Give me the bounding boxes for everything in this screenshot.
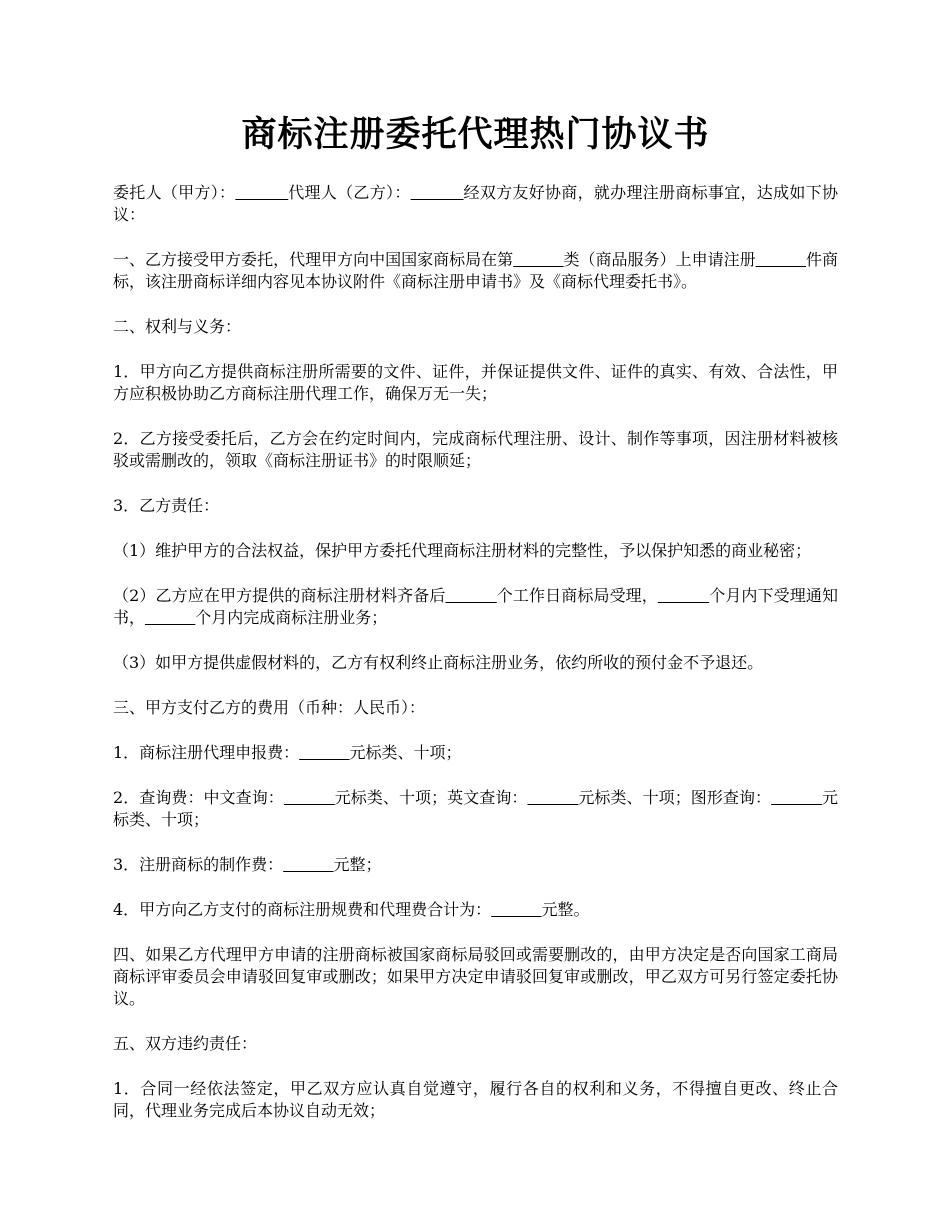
paragraph-text: 三、甲方支付乙方的费用（币种：人民币）： bbox=[113, 698, 426, 717]
document-body bbox=[113, 182, 838, 1122]
paragraph-text: 元标类、十项； bbox=[113, 788, 838, 829]
paragraph-p01 bbox=[113, 182, 838, 226]
fill-in-blank[interactable] bbox=[756, 250, 806, 269]
paragraph-text: 经双方友好协商，就办理注册商标事宜，达成如下协议： bbox=[113, 183, 838, 224]
paragraph-text: 个工作日商标局受理， bbox=[496, 586, 658, 605]
paragraph-p03 bbox=[113, 316, 838, 338]
fill-in-blank[interactable] bbox=[491, 900, 541, 919]
paragraph-text: 2．查询费：中文查询： bbox=[113, 788, 284, 807]
paragraph-text: 代理人（乙方）： bbox=[288, 183, 411, 202]
paragraph-text: 个月内下受理通知书， bbox=[113, 586, 838, 627]
paragraph-text: 1．甲方向乙方提供商标注册所需要的文件、证件，并保证提供文件、证件的真实、有效、合法性，甲方应积极协助乙方商标注册代理工作，确保万无一失； bbox=[113, 362, 838, 403]
paragraph-text: 4．甲方向乙方支付的商标注册规费和代理费合计为： bbox=[113, 900, 492, 919]
paragraph-text: （2）乙方应在甲方提供的商标注册材料齐备后 bbox=[113, 586, 446, 605]
paragraph-text: 一、乙方接受甲方委托，代理甲方向中国国家商标局在第 bbox=[113, 250, 514, 269]
paragraph-text: 件商标，该注册商标详细内容见本协议附件《商标注册申请书》及《商标代理委托书》。 bbox=[113, 250, 838, 291]
paragraph-text: 元整； bbox=[333, 855, 382, 874]
paragraph-p14 bbox=[113, 899, 838, 921]
paragraph-text: 委托人（甲方）： bbox=[113, 183, 236, 202]
paragraph-p02 bbox=[113, 249, 838, 293]
paragraph-text: 元标类、十项；英文查询： bbox=[334, 788, 528, 807]
fill-in-blank[interactable] bbox=[411, 183, 464, 202]
fill-in-blank[interactable] bbox=[513, 250, 563, 269]
paragraph-text: 1．合同一经依法签定，甲乙双方应认真自觉遵守，履行各自的权利和义务，不得擅自更改、终止合同，代理业务完成后本协议自动无效； bbox=[113, 1079, 838, 1120]
paragraph-text: 1．商标注册代理申报费： bbox=[113, 743, 300, 762]
paragraph-p17 bbox=[113, 1078, 838, 1122]
paragraph-p16 bbox=[113, 1033, 838, 1055]
paragraph-text: 五、双方违约责任： bbox=[113, 1034, 258, 1053]
paragraph-p09 bbox=[113, 652, 838, 674]
paragraph-p10 bbox=[113, 697, 838, 719]
paragraph-text: 元标类、十项；图形查询： bbox=[578, 788, 772, 807]
paragraph-text: 二、权利与义务： bbox=[113, 317, 242, 336]
paragraph-text: 类（商品服务）上申请注册 bbox=[563, 250, 756, 269]
paragraph-text: 3．乙方责任： bbox=[113, 496, 220, 515]
paragraph-text: 3．注册商标的制作费： bbox=[113, 855, 284, 874]
paragraph-text: （3）如甲方提供虚假材料的，乙方有权利终止商标注册业务，依约所收的预付金不予退还。 bbox=[113, 653, 764, 672]
fill-in-blank[interactable] bbox=[658, 586, 709, 605]
fill-in-blank[interactable] bbox=[235, 183, 288, 202]
paragraph-text: 2．乙方接受委托后，乙方会在约定时间内，完成商标代理注册、设计、制作等事项，因注册材料被核驳或需删改的，领取《商标注册证书》的时限顺延； bbox=[113, 429, 838, 470]
fill-in-blank[interactable] bbox=[284, 788, 335, 807]
fill-in-blank[interactable] bbox=[446, 586, 497, 605]
fill-in-blank[interactable] bbox=[283, 855, 333, 874]
paragraph-p06 bbox=[113, 495, 838, 517]
paragraph-text: 四、如果乙方代理甲方申请的注册商标被国家商标局驳回或需要删改的，由甲方决定是否向国家工商局商标评审委员会申请驳回复审或删改；如果甲方决定申请驳回复审或删改，甲乙双方可另行签定委托协议。 bbox=[113, 945, 838, 1008]
paragraph-p13 bbox=[113, 854, 838, 876]
document-title: 商标注册委托代理热门协议书 bbox=[241, 114, 710, 155]
paragraph-text: 元整。 bbox=[541, 900, 590, 919]
paragraph-p05 bbox=[113, 428, 838, 472]
paragraph-p07 bbox=[113, 540, 838, 562]
paragraph-p15 bbox=[113, 944, 838, 1010]
fill-in-blank[interactable] bbox=[299, 743, 349, 762]
fill-in-blank[interactable] bbox=[771, 788, 822, 807]
paragraph-p04 bbox=[113, 361, 838, 405]
paragraph-p12 bbox=[113, 787, 838, 831]
paragraph-p08 bbox=[113, 585, 838, 629]
fill-in-blank[interactable] bbox=[528, 788, 579, 807]
paragraph-text: （1）维护甲方的合法权益，保护甲方委托代理商标注册材料的完整性，予以保护知悉的商业秘密； bbox=[113, 541, 812, 560]
paragraph-text: 元标类、十项； bbox=[349, 743, 462, 762]
fill-in-blank[interactable] bbox=[145, 608, 195, 627]
paragraph-text: 个月内完成商标注册业务； bbox=[195, 608, 388, 627]
paragraph-p11 bbox=[113, 742, 838, 764]
